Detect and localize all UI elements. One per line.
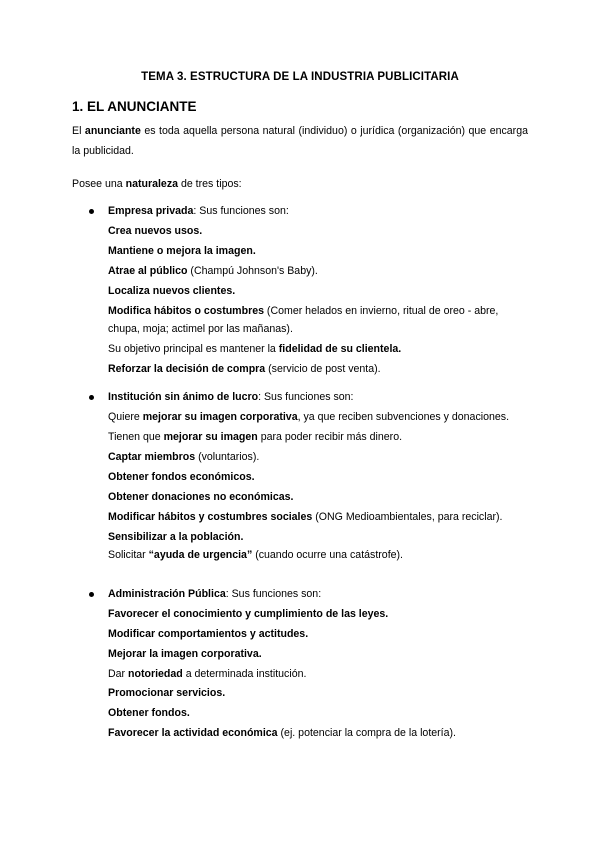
empresa-item: Modifica hábitos o costumbres (Comer helados en invierno, ritual de oreo - abre, [108, 305, 499, 317]
administracion-item: Obtener fondos. [108, 707, 190, 719]
intro-paragraph: El anunciante es toda aquella persona natural (individuo) o jurídica (organización) que encarga la publicidad. [72, 125, 528, 157]
institucion-item: Solicitar “ayuda de urgencia” (cuando ocurre una catástrofe). [108, 549, 403, 561]
institucion-heading: Institución sin ánimo de lucro: Sus funciones son: [108, 391, 354, 403]
empresa-item-continued: chupa, moja; actimel por las mañanas). [108, 323, 293, 335]
institucion-item: Tienen que mejorar su imagen para poder recibir más dinero. [108, 431, 403, 443]
empresa-heading: Empresa privada: Sus funciones son: [108, 205, 289, 217]
administracion-item: Favorecer la actividad económica (ej. potenciar la compra de la lotería). [108, 727, 456, 739]
institucion-item: Captar miembros (voluntarios). [108, 451, 260, 463]
administracion-item: Promocionar servicios. [108, 687, 226, 699]
institucion-item: Sensibilizar a la población. [108, 531, 244, 543]
bullet-icon [89, 395, 94, 400]
empresa-item: Reforzar la decisión de compra (servicio de post venta). [108, 363, 381, 375]
administracion-heading: Administración Pública: Sus funciones son: [108, 588, 322, 600]
naturaleza-paragraph: Posee una naturaleza de tres tipos: [72, 178, 242, 190]
bullet-icon [89, 592, 94, 597]
institucion-item: Obtener donaciones no económicas. [108, 491, 294, 503]
empresa-item: Mantiene o mejora la imagen. [108, 245, 256, 257]
empresa-item: Crea nuevos usos. [108, 225, 203, 237]
institucion-item: Quiere mejorar su imagen corporativa, ya que reciben subvenciones y donaciones. [108, 411, 510, 423]
section-heading: 1. EL ANUNCIANTE [72, 99, 197, 114]
page-title: TEMA 3. ESTRUCTURA DE LA INDUSTRIA PUBLICITARIA [141, 71, 459, 83]
empresa-item: Su objetivo principal es mantener la fidelidad de su clientela. [108, 343, 402, 355]
empresa-item: Localiza nuevos clientes. [108, 285, 236, 297]
bullet-icon [89, 209, 94, 214]
institucion-item: Obtener fondos económicos. [108, 471, 255, 483]
empresa-item: Atrae al público (Champú Johnson's Baby). [108, 265, 318, 277]
administracion-item: Mejorar la imagen corporativa. [108, 648, 262, 660]
administracion-item: Favorecer el conocimiento y cumplimiento de las leyes. [108, 608, 389, 620]
institucion-item: Modificar hábitos y costumbres sociales (ONG Medioambientales, para reciclar). [108, 511, 503, 523]
administracion-item: Dar notoriedad a determinada institución. [108, 668, 307, 680]
administracion-item: Modificar comportamientos y actitudes. [108, 628, 309, 640]
